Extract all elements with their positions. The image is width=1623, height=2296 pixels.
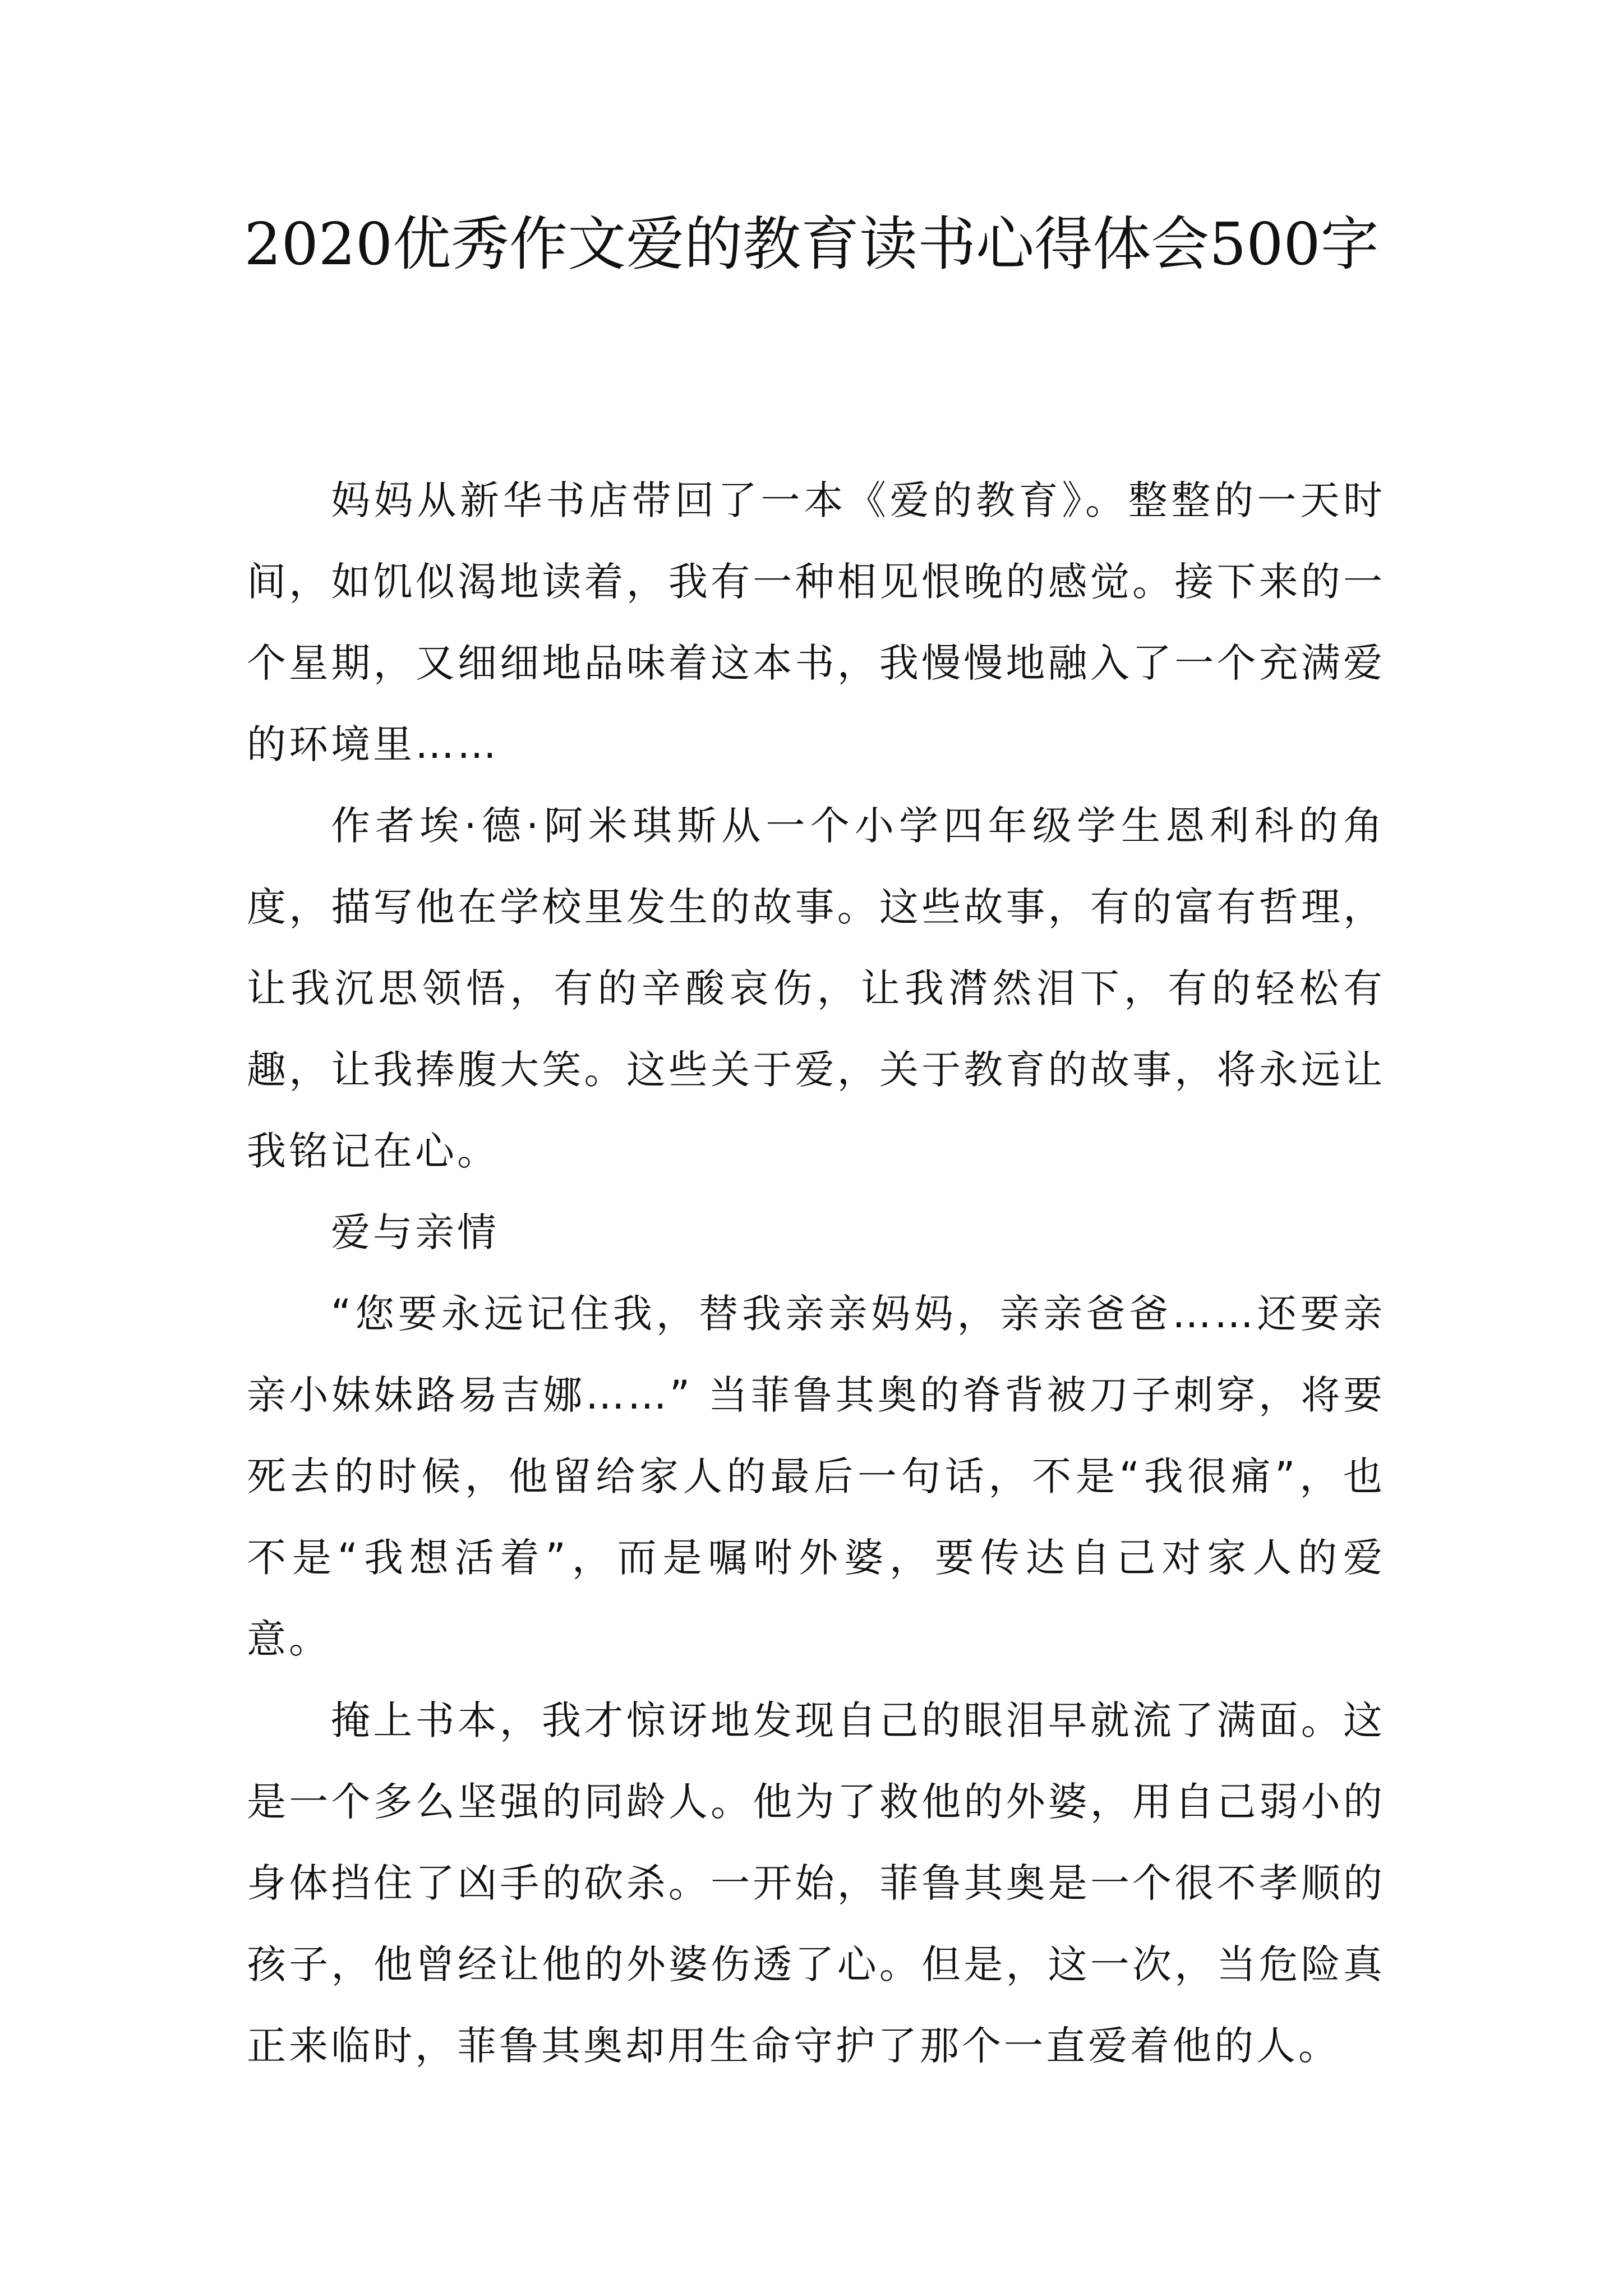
paragraph: 妈妈从新华书店带回了一本《爱的教育》。整整的一天时间，如饥似渴地读着，我有一种相见恨晚的感觉。接下来的一个星期，又细细地品味着这本书，我慢慢地融入了一个充满爱的环境里…… xyxy=(247,477,1385,767)
paragraph: 作者埃·德·阿米琪斯从一个小学四年级学生恩利科的角度，描写他在学校里发生的故事。这些故事，有的富有哲理，让我沉思领悟，有的辛酸哀伤，让我潸然泪下，有的轻松有趣，让我捧腹大笑。这些关于爱，关于教育的故事，将永远让我铭记在心。 xyxy=(247,803,1385,1174)
paragraph: “您要永远记住我，替我亲亲妈妈，亲亲爸爸……还要亲亲小妹妹路易吉娜……” 当菲鲁其奥的脊背被刀子刺穿，将要死去的时候，他留给家人的最后一句话，不是“我很痛”，也不是“我想活着”，而是嘱咐外婆，要传达自己对家人的爱意。 xyxy=(247,1291,1385,1662)
document-body xyxy=(247,460,1385,2087)
section-heading: 爱与亲情 xyxy=(331,1209,499,1255)
page-title: 2020优秀作文爱的教育读书心得体会500字 xyxy=(244,210,1379,278)
paragraph: 掩上书本，我才惊讶地发现自己的眼泪早就流了满面。这是一个多么坚强的同龄人。他为了救他的外婆，用自己弱小的身体挡住了凶手的砍杀。一开始，菲鲁其奥是一个很不孝顺的孩子，他曾经让他的外婆伤透了心。但是，这一次，当危险真正来临时，菲鲁其奥却用生命守护了那个一直爱着他的人。 xyxy=(247,1697,1385,2069)
